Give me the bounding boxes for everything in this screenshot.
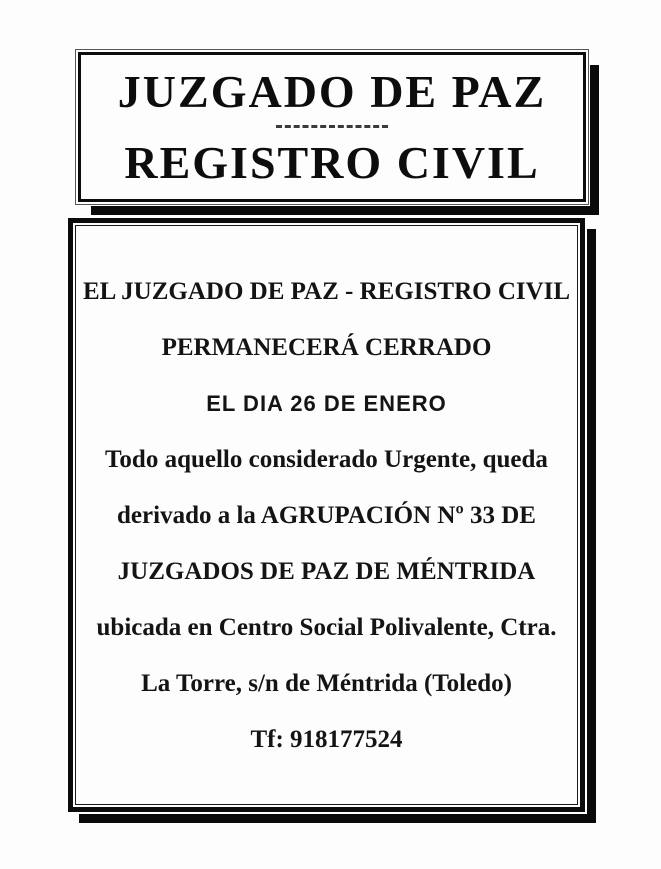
dashed-separator [276,125,388,128]
notice-inner-border [75,225,578,805]
notice-line-institution: EL JUZGADO DE PAZ - REGISTRO CIVIL [82,278,571,305]
title-line-registro: REGISTRO CIVIL [124,136,540,188]
notice-line-urgent-3: JUZGADOS DE PAZ DE MÉNTRIDA [117,558,536,585]
notice-line-closed-status: PERMANECERÁ CERRADO [161,334,492,361]
notice-line-phone: Tf: 918177524 [250,726,403,753]
notice-box [68,218,585,812]
notice-line-urgent-2: derivado a la AGRUPACIÓN Nº 33 DE [117,502,536,529]
notice-line-address-1: ubicada en Centro Social Polivalente, Ctra. [96,614,557,641]
notice-line-address-2: La Torre, s/n de Méntrida (Toledo) [141,670,512,697]
title-box [78,52,586,202]
title-line-juzgado: JUZGADO DE PAZ [117,65,547,117]
notice-line-closure-date: EL DIA 26 DE ENERO [206,391,447,416]
notice-line-urgent-1: Todo aquello considerado Urgente, queda [105,446,548,473]
